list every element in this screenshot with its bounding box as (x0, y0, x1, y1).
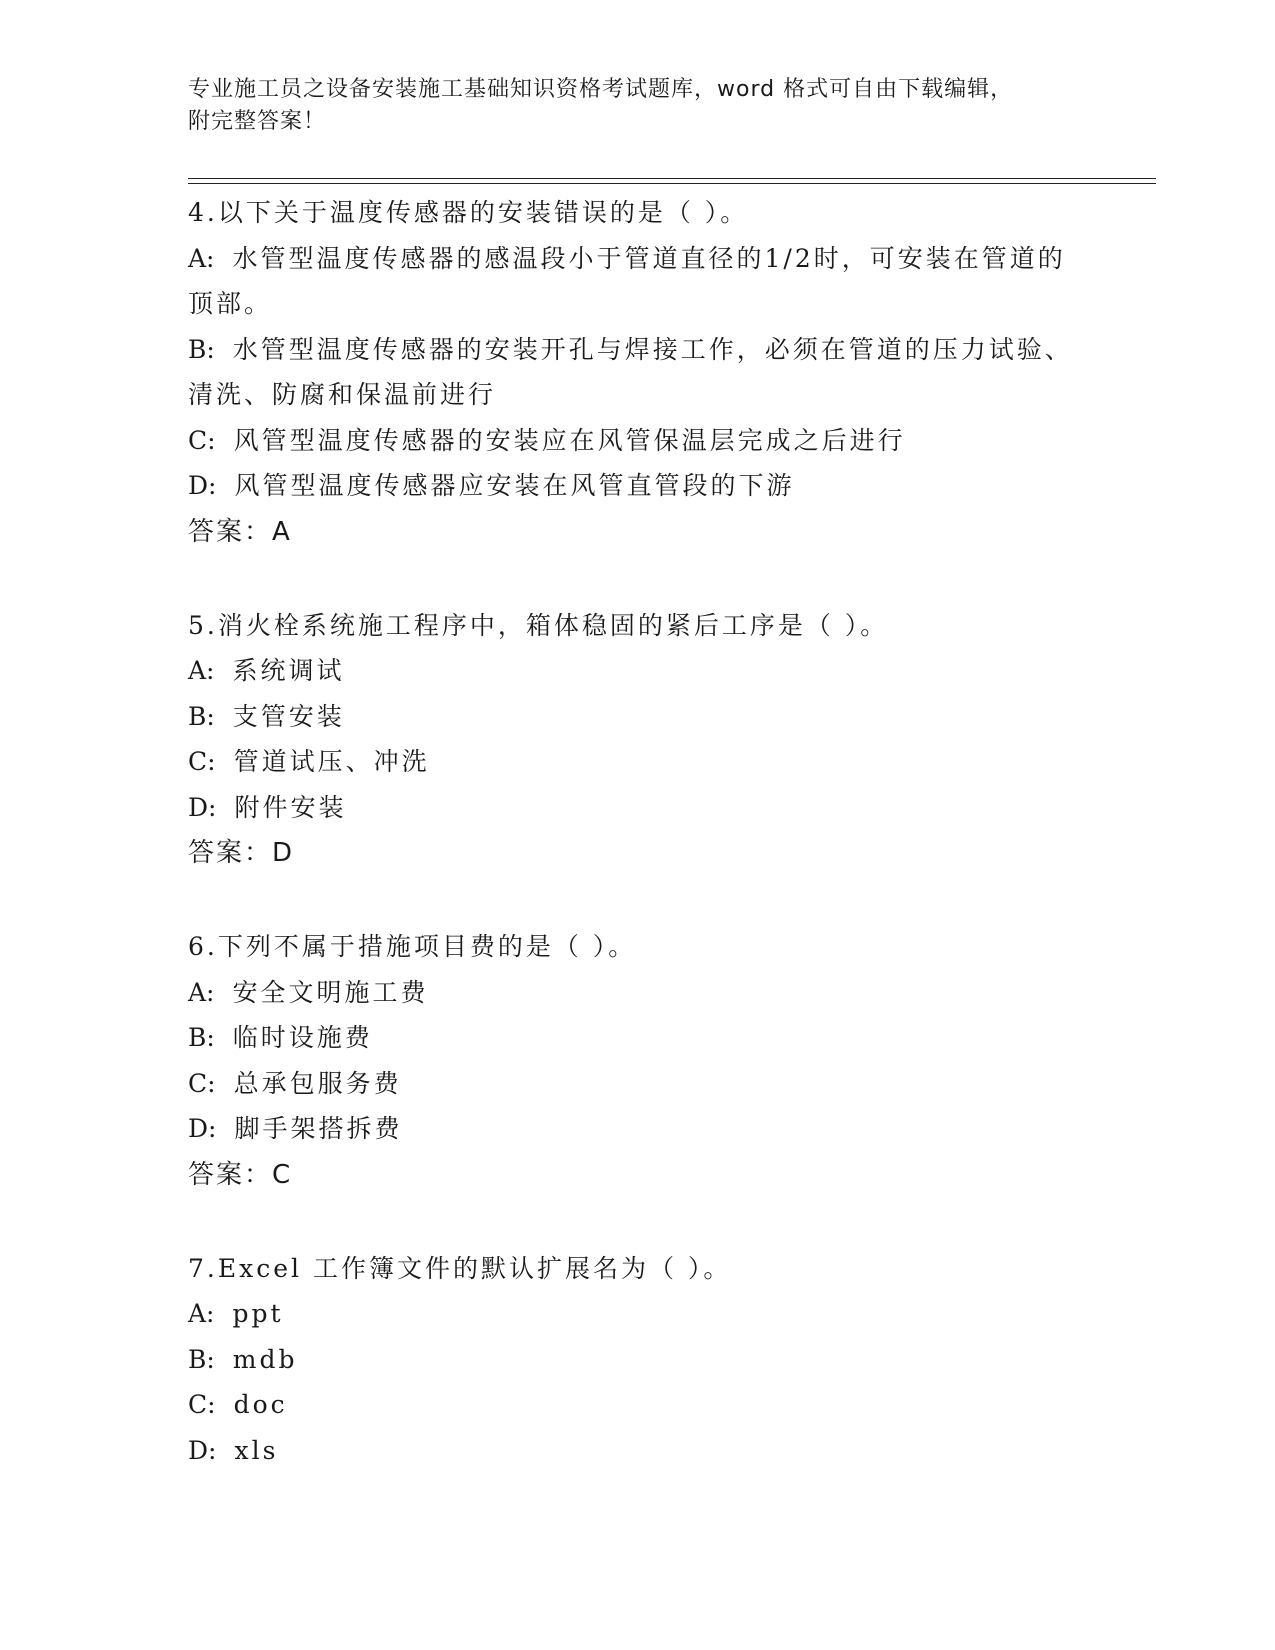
question-block (188, 190, 1088, 555)
option-text: 风管型温度传感器应安装在风管直管段的下游 (234, 471, 795, 500)
option-b (188, 1015, 1088, 1061)
option-d (188, 785, 1088, 831)
option-a (188, 1291, 1088, 1337)
option-c (188, 1061, 1088, 1107)
option-text: 风管型温度传感器的安装应在风管保温层完成之后进行 (233, 425, 906, 455)
question-block (188, 603, 1088, 877)
option-text: 管道试压、冲洗 (233, 747, 430, 776)
option-text: mdb (232, 1344, 298, 1374)
question-stem: 5.消火栓系统施工程序中，箱体稳固的紧后工序是（ ）。 (188, 610, 889, 640)
document-header (188, 74, 1088, 138)
header-divider-top (188, 178, 1156, 179)
option-d (188, 1428, 1088, 1474)
option-text: 脚手架搭拆费 (234, 1114, 403, 1143)
option-label: C: (188, 1390, 216, 1419)
option-label: B: (188, 334, 215, 364)
option-label: A: (188, 243, 215, 273)
answer-line: 答案：A (188, 516, 292, 547)
header-line-2: 附完整答案！ (188, 109, 327, 134)
option-text: 水管型温度传感器的安装开孔与焊接工作，必须在管道的压力试验、清洗、防腐和保温前进行 (188, 334, 1073, 409)
option-text: 附件安装 (234, 792, 347, 822)
answer-line: 答案：D (188, 838, 295, 868)
option-label: D: (188, 471, 217, 500)
option-a (188, 236, 1088, 327)
option-a (188, 970, 1088, 1016)
option-text: 系统调试 (232, 656, 345, 685)
question-block (188, 1246, 1088, 1474)
option-c (188, 418, 1088, 464)
option-d (188, 463, 1088, 509)
option-label: B: (188, 1344, 215, 1374)
option-text: 临时设施费 (232, 1023, 373, 1052)
option-label: B: (188, 701, 215, 731)
option-d (188, 1106, 1088, 1152)
question-stem: 7.Excel 工作簿文件的默认扩展名为（ ）。 (188, 1253, 732, 1283)
question-list (188, 190, 1088, 1521)
option-b (188, 694, 1088, 740)
option-c (188, 739, 1088, 785)
question-stem: 6.下列不属于措施项目费的是（ ）。 (188, 932, 637, 961)
option-text: doc (233, 1390, 288, 1419)
option-label: D: (188, 792, 217, 822)
option-text: 水管型温度传感器的感温段小于管道直径的1/2时，可安装在管道的顶部。 (188, 243, 1066, 318)
option-label: A: (188, 1299, 215, 1328)
header-line-1: 专业施工员之设备安装施工基础知识资格考试题库，word 格式可自由下载编辑， (188, 77, 1014, 102)
option-label: D: (188, 1435, 217, 1465)
question-block (188, 924, 1088, 1198)
option-b (188, 327, 1088, 418)
option-label: C: (188, 1068, 216, 1098)
option-text: 总承包服务费 (233, 1068, 402, 1098)
option-label: B: (188, 1023, 215, 1052)
option-text: ppt (232, 1299, 284, 1328)
question-stem: 4.以下关于温度传感器的安装错误的是（ ）。 (188, 198, 749, 227)
option-label: A: (188, 656, 215, 685)
option-b (188, 1337, 1088, 1383)
option-label: C: (188, 425, 216, 455)
option-a (188, 648, 1088, 694)
option-text: xls (234, 1435, 279, 1465)
answer-line: 答案：C (188, 1159, 293, 1190)
option-text: 支管安装 (232, 701, 345, 731)
header-divider-bottom (188, 183, 1156, 184)
option-label: C: (188, 747, 216, 776)
option-text: 安全文明施工费 (232, 977, 429, 1007)
option-label: D: (188, 1114, 217, 1143)
option-label: A: (188, 977, 215, 1007)
option-c (188, 1382, 1088, 1428)
